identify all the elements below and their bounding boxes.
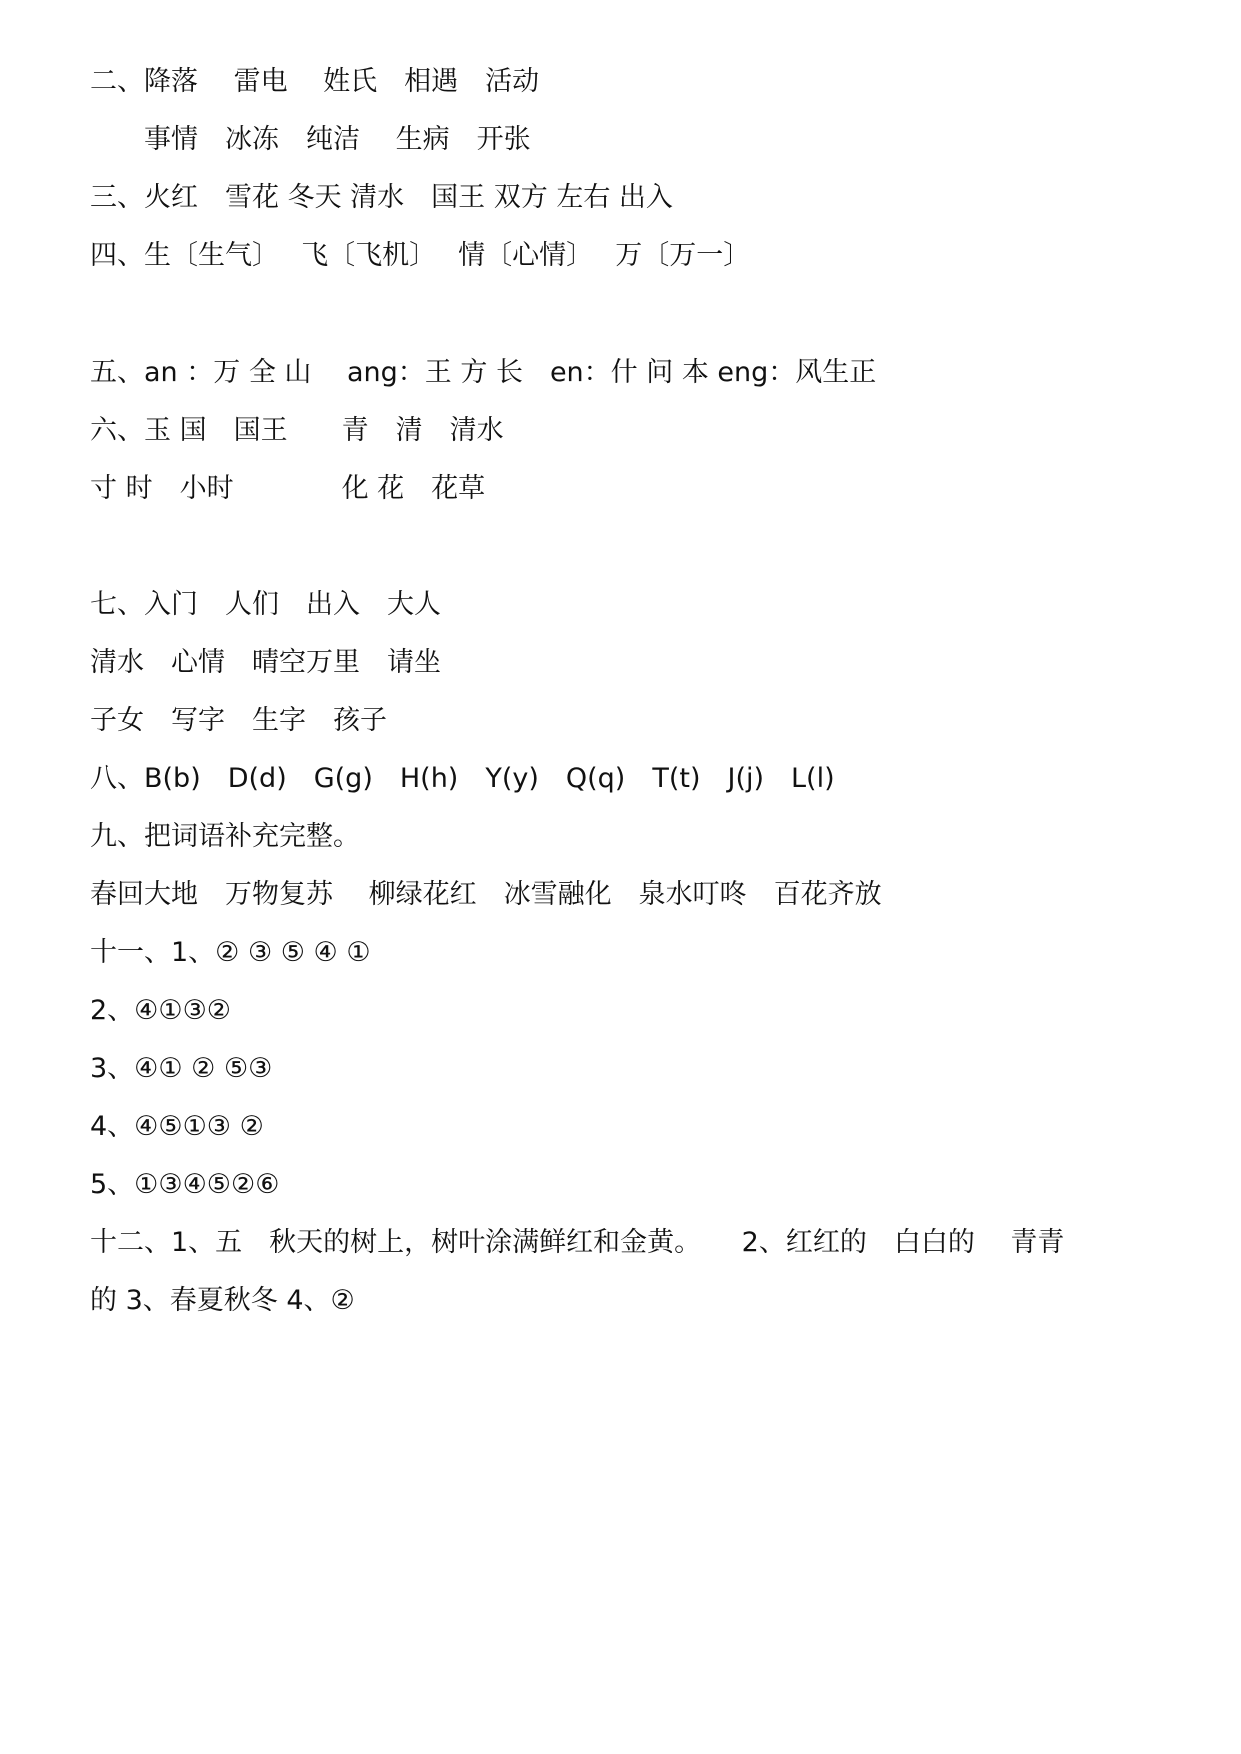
answer-line-12-cont: 的 3、春夏秋冬 4、②	[90, 1285, 355, 1316]
answer-line-3: 三、火红 雪花 冬天 清水 国王 双方 左右 出入	[90, 182, 673, 213]
answer-line-8: 八、B(b) D(d) G(g) H(h) Y(y) Q(q) T(t) J(j) L(l)	[90, 763, 835, 794]
answer-line-9-cont: 春回大地 万物复苏 柳绿花红 冰雪融化 泉水叮咚 百花齐放	[90, 879, 882, 910]
answer-line-2: 二、降落 雷电 姓氏 相遇 活动	[90, 66, 540, 97]
answer-line-6: 六、玉 国 国王 青 清 清水	[90, 415, 504, 446]
answer-line-2-cont: 事情 冰冻 纯洁 生病 开张	[90, 124, 531, 155]
answer-line-7: 七、入门 人们 出入 大人	[90, 589, 441, 620]
answer-line-12: 十二、1、五 秋天的树上，树叶涂满鲜红和金黄。 2、红红的 白白的 青青	[90, 1227, 1065, 1258]
answer-line-4: 四、生〔生气〕 飞〔飞机〕 情〔心情〕 万〔万一〕	[90, 240, 751, 271]
answer-line-5: 五、an ：万 全 山 ang：王 方 长 en：什 问 本 eng：风生正	[90, 357, 877, 388]
answer-line-7-cont-2: 子女 写字 生字 孩子	[90, 705, 387, 736]
answer-line-11-q3: 3、④① ② ⑤③	[90, 1053, 273, 1084]
answer-line-11-q4: 4、④⑤①③ ②	[90, 1111, 264, 1142]
answer-line-11-q2: 2、④①③②	[90, 995, 231, 1026]
answer-line-11-q5: 5、①③④⑤②⑥	[90, 1169, 280, 1200]
answer-line-6-cont: 寸 时 小时 化 花 花草	[90, 473, 486, 504]
answer-line-11-q1: 十一、1、② ③ ⑤ ④ ①	[90, 937, 371, 968]
answer-line-9: 九、把词语补充完整。	[90, 821, 360, 852]
answer-line-7-cont-1: 清水 心情 晴空万里 请坐	[90, 647, 441, 678]
